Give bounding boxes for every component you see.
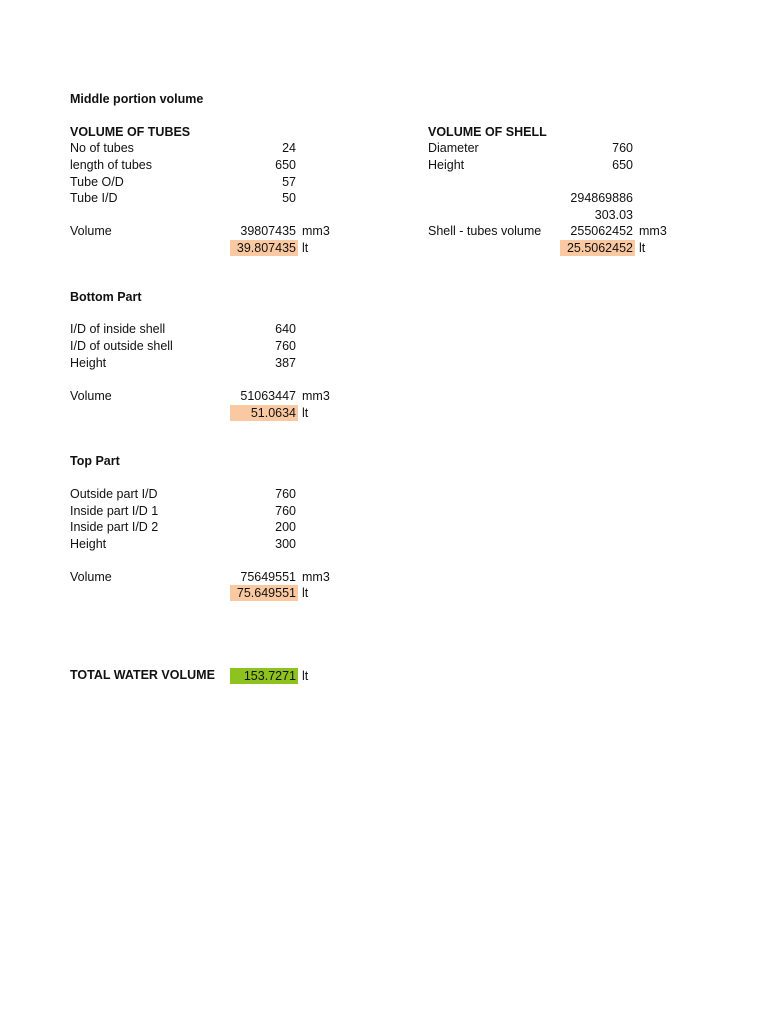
tubes-volume-lt: 39.807435 <box>230 240 298 256</box>
bottom-unit-lt: lt <box>302 406 309 420</box>
page-title: Middle portion volume <box>70 92 204 106</box>
tubes-row-label: length of tubes <box>70 158 153 172</box>
bottom-volume-mm3: 51063447 <box>240 389 296 403</box>
bottom-heading: Bottom Part <box>70 290 142 304</box>
shell-volume-mm3: 255062452 <box>570 224 633 238</box>
top-row-value: 300 <box>275 537 296 551</box>
top-row-value: 200 <box>275 520 296 534</box>
tubes-row-value: 57 <box>282 175 296 189</box>
tubes-unit-mm3: mm3 <box>302 224 330 238</box>
total-label: TOTAL WATER VOLUME <box>70 668 215 682</box>
top-volume-label: Volume <box>70 570 112 584</box>
top-row-value: 760 <box>275 487 296 501</box>
shell-volume-lt: 25.5062452 <box>560 240 635 256</box>
bottom-row-label: I/D of inside shell <box>70 322 166 336</box>
top-volume-mm3: 75649551 <box>240 570 296 584</box>
top-row-label: Height <box>70 537 107 551</box>
shell-extra-value: 294869886 <box>570 191 633 205</box>
bottom-row-value: 760 <box>275 339 296 353</box>
top-row-label: Outside part I/D <box>70 487 158 501</box>
tubes-row-value: 650 <box>275 158 296 172</box>
tubes-heading: VOLUME OF TUBES <box>70 125 191 139</box>
tubes-row-label: Tube O/D <box>70 175 124 189</box>
tubes-row-label: Tube I/D <box>70 191 118 205</box>
bottom-row-value: 640 <box>275 322 296 336</box>
bottom-row-label: I/D of outside shell <box>70 339 173 353</box>
tubes-row-value: 50 <box>282 191 296 205</box>
shell-volume-label: Shell - tubes volume <box>428 224 542 238</box>
shell-row-label: Height <box>428 158 465 172</box>
shell-heading: VOLUME OF SHELL <box>428 125 547 139</box>
bottom-unit-mm3: mm3 <box>302 389 330 403</box>
bottom-row-label: Height <box>70 356 107 370</box>
shell-row-value: 760 <box>612 141 633 155</box>
bottom-volume-lt: 51.0634 <box>230 405 298 421</box>
total-unit: lt <box>302 669 309 683</box>
shell-row-label: Diameter <box>428 141 479 155</box>
shell-row-value: 650 <box>612 158 633 172</box>
bottom-volume-label: Volume <box>70 389 112 403</box>
top-row-label: Inside part I/D 2 <box>70 520 159 534</box>
top-volume-lt: 75.649551 <box>230 585 298 601</box>
shell-extra-value: 303.03 <box>594 208 633 222</box>
bottom-row-value: 387 <box>275 356 296 370</box>
top-unit-mm3: mm3 <box>302 570 330 584</box>
top-row-label: Inside part I/D 1 <box>70 504 159 518</box>
shell-unit-lt: lt <box>639 241 646 255</box>
tubes-unit-lt: lt <box>302 241 309 255</box>
tubes-row-value: 24 <box>282 141 296 155</box>
top-heading: Top Part <box>70 454 120 468</box>
top-row-value: 760 <box>275 504 296 518</box>
top-unit-lt: lt <box>302 586 309 600</box>
tubes-volume-label: Volume <box>70 224 112 238</box>
tubes-row-label: No of tubes <box>70 141 134 155</box>
tubes-volume-mm3: 39807435 <box>240 224 296 238</box>
total-value: 153.7271 <box>230 668 298 684</box>
shell-unit-mm3: mm3 <box>639 224 667 238</box>
